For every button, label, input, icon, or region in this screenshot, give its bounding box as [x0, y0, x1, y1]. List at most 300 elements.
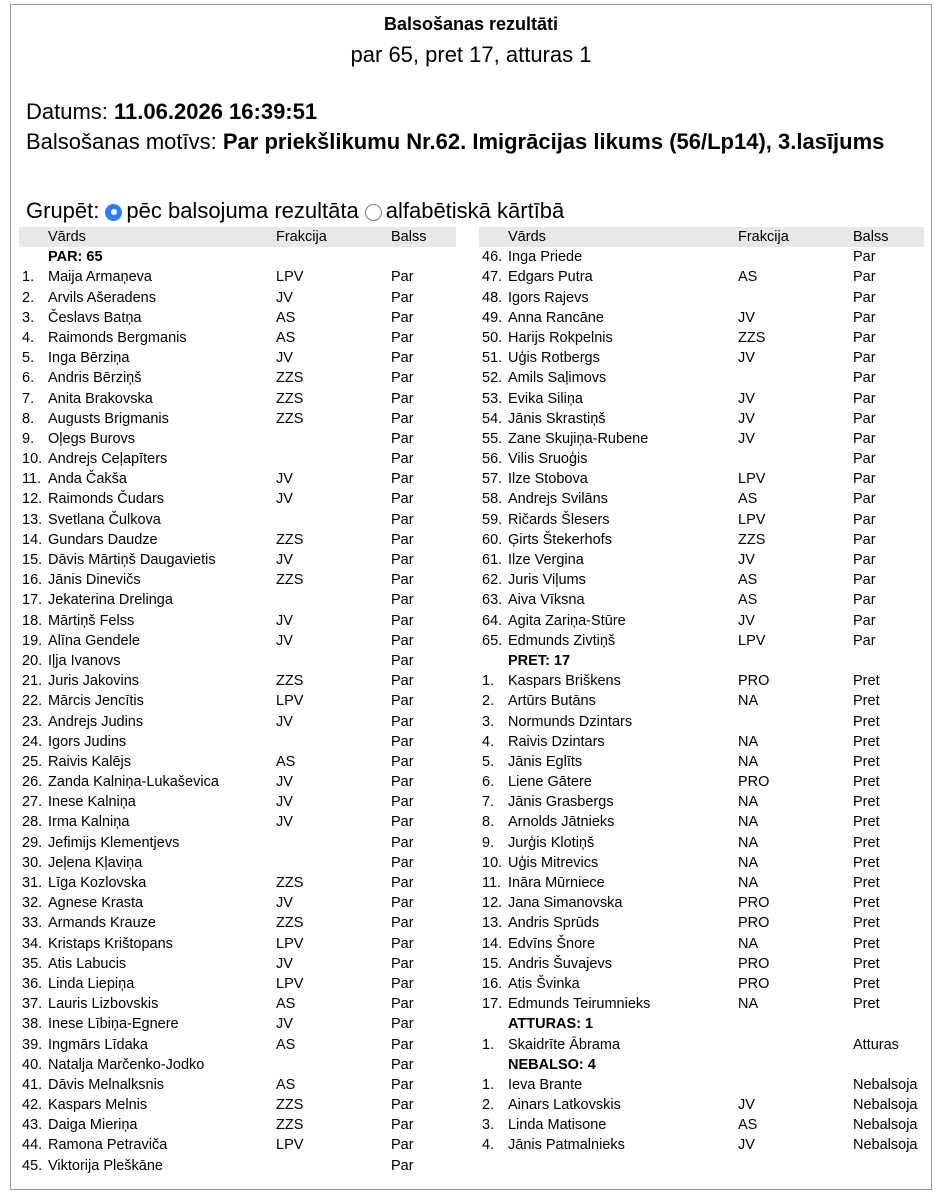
member-vote: Par [853, 511, 876, 528]
group-header [479, 1014, 924, 1034]
table-row [19, 913, 456, 933]
row-number: 21. [22, 673, 43, 690]
member-faction: JV [738, 430, 755, 447]
member-vote: Par [391, 834, 414, 851]
row-number: 31. [22, 875, 43, 891]
table-row [19, 1156, 456, 1176]
member-name: Česlavs Batņa [48, 309, 142, 326]
member-name: Gundars Daudze [48, 531, 158, 548]
row-number: 15. [22, 552, 43, 568]
member-vote: Par [391, 996, 414, 1013]
member-name: Vilis Sruoģis [508, 451, 588, 468]
member-name: Kaspars Briškens [508, 673, 621, 690]
member-vote: Par [391, 1016, 414, 1033]
table-row [479, 530, 924, 550]
member-name: Raivis Kalējs [48, 753, 131, 770]
member-name: Raivis Dzintars [508, 733, 605, 750]
table-row [19, 893, 456, 913]
member-vote: Par [853, 531, 876, 548]
motive-value: Par priekšlikumu Nr.62. Imigrācijas likums (56/Lp14), 3.lasījums [222, 129, 885, 154]
member-name: Ieva Brante [508, 1076, 583, 1093]
row-number: 13. [482, 915, 503, 932]
vote-date [26, 98, 317, 126]
member-vote: Par [391, 471, 414, 488]
vote-summary: par 65, pret 17, atturas 1 [350, 42, 592, 67]
member-faction: LPV [738, 511, 766, 528]
member-vote: Pret [853, 996, 880, 1013]
member-name: Normunds Dzintars [508, 713, 633, 730]
member-faction: JV [738, 390, 755, 407]
member-vote: Par [391, 955, 414, 972]
group-label: ATTURAS: 1 [508, 1016, 594, 1033]
row-number: 47. [482, 269, 503, 286]
radio-alphabetical[interactable] [365, 204, 382, 221]
member-name: Zanda Kalniņa-Lukaševica [48, 774, 219, 791]
member-vote: Par [391, 329, 414, 346]
row-number: 1. [482, 1036, 495, 1053]
table-row [19, 1135, 456, 1155]
table-row [479, 732, 924, 752]
header-faction: Frakcija [738, 229, 789, 245]
table-row [19, 308, 456, 328]
member-name: Dāvis Melnalksnis [48, 1076, 165, 1093]
member-vote: Par [853, 632, 876, 649]
member-faction: PRO [738, 673, 770, 690]
row-number: 10. [22, 451, 43, 468]
member-faction: JV [276, 794, 293, 811]
member-name: Inese Kalniņa [48, 794, 136, 811]
row-number: 59. [482, 511, 503, 528]
row-number: 52. [482, 370, 503, 387]
table-row [19, 449, 456, 469]
member-vote: Atturas [853, 1036, 899, 1053]
member-name: Jekaterina Drelinga [48, 592, 173, 609]
member-vote: Par [853, 370, 876, 387]
member-vote: Pret [853, 753, 880, 770]
table-row [19, 348, 456, 368]
member-faction: JV [276, 814, 293, 831]
member-faction: PRO [738, 895, 770, 912]
header-vote: Balss [853, 229, 889, 245]
table-row [19, 934, 456, 954]
table-row [19, 974, 456, 994]
row-number: 54. [482, 410, 503, 427]
table-row [479, 429, 924, 449]
member-vote: Nebalsoja [853, 1097, 918, 1114]
member-vote: Par [853, 269, 876, 286]
member-name: Andris Sprūds [508, 915, 600, 932]
member-name: Jānis Dinevičs [48, 572, 141, 589]
grouping-control [26, 198, 564, 224]
member-name: Atis Labucis [48, 955, 127, 972]
member-faction: JV [276, 491, 293, 508]
row-number: 3. [482, 1117, 495, 1134]
header-name: Vārds [508, 229, 546, 245]
table-row [19, 288, 456, 308]
group-label: PAR: 65 [48, 249, 103, 266]
member-name: Maija Armaņeva [48, 269, 152, 286]
table-row [19, 409, 456, 429]
member-vote: Par [391, 491, 414, 508]
member-vote: Par [391, 1097, 414, 1114]
member-name: Arvils Ašeradens [48, 289, 156, 306]
table-row [479, 267, 924, 287]
table-row [19, 732, 456, 752]
member-faction: AS [276, 996, 296, 1013]
row-number: 2. [22, 289, 35, 306]
member-vote: Par [391, 1137, 414, 1154]
member-name: Jurģis Klotiņš [508, 834, 595, 851]
member-name: Svetlana Čulkova [48, 511, 161, 528]
table-row [479, 368, 924, 388]
member-vote: Par [391, 733, 414, 750]
table-row [479, 288, 924, 308]
table-row [479, 409, 924, 429]
row-number: 34. [22, 935, 43, 952]
group-header [479, 651, 924, 671]
member-vote: Nebalsoja [853, 1076, 918, 1093]
table-row [479, 611, 924, 631]
member-vote: Par [391, 935, 414, 952]
member-faction: ZZS [276, 390, 304, 407]
member-name: Edmunds Teirumnieks [508, 996, 651, 1013]
table-row [479, 489, 924, 509]
row-number: 53. [482, 390, 503, 407]
table-row [479, 328, 924, 348]
option-alphabetical-label[interactable]: alfabētiskā kārtībā [385, 198, 565, 223]
member-vote: Par [853, 430, 876, 447]
member-name: Jānis Eglīts [508, 753, 583, 770]
member-name: Ainars Latkovskis [508, 1097, 621, 1114]
row-number: 11. [22, 471, 42, 488]
member-faction: LPV [738, 471, 766, 488]
member-faction: JV [276, 552, 293, 568]
member-name: Uģis Mitrevics [508, 854, 599, 871]
row-number: 4. [482, 733, 495, 750]
member-faction: ZZS [276, 915, 304, 932]
member-faction: ZZS [276, 1117, 304, 1134]
member-name: Skaidrīte Ābrama [508, 1036, 621, 1053]
table-row [19, 1095, 456, 1115]
row-number: 12. [482, 895, 503, 912]
table-row [19, 489, 456, 509]
member-name: Igors Rajevs [508, 289, 589, 306]
member-name: Evika Siliņa [508, 390, 583, 407]
table-row [19, 570, 456, 590]
member-faction: JV [276, 895, 293, 912]
grouping-label: Grupēt: [26, 198, 100, 223]
row-number: 17. [22, 592, 43, 609]
option-by-result-label[interactable]: pēc balsojuma rezultāta [126, 198, 359, 223]
table-row [479, 671, 924, 691]
member-vote: Pret [853, 794, 880, 811]
member-faction: NA [738, 733, 759, 750]
member-vote: Par [853, 390, 876, 407]
member-vote: Par [391, 1117, 414, 1134]
row-number: 9. [22, 430, 35, 447]
table-row [479, 752, 924, 772]
row-number: 60. [482, 531, 503, 548]
member-vote: Par [391, 289, 414, 306]
row-number: 10. [482, 854, 503, 871]
member-name: Ilze Vergina [508, 552, 584, 568]
member-name: Līga Kozlovska [48, 875, 147, 891]
member-vote: Par [391, 572, 414, 589]
row-number: 1. [482, 673, 495, 690]
motive-label: Balsošanas motīvs: [26, 129, 223, 154]
row-number: 1. [482, 1076, 495, 1093]
member-name: Artūrs Butāns [508, 693, 596, 710]
member-faction: ZZS [276, 572, 304, 589]
table-row [19, 510, 456, 530]
member-faction: NA [738, 854, 759, 871]
member-faction: LPV [276, 693, 304, 710]
member-vote: Pret [853, 713, 880, 730]
member-name: Edvīns Šnore [508, 935, 596, 952]
member-name: Inese Lībiņa-Egnere [48, 1016, 179, 1033]
member-vote: Pret [853, 895, 880, 912]
member-faction: PRO [738, 774, 770, 791]
member-vote: Par [391, 430, 414, 447]
member-name: Edgars Putra [508, 269, 593, 286]
table-row [479, 913, 924, 933]
member-faction: LPV [276, 1137, 304, 1154]
row-number: 38. [22, 1016, 43, 1033]
member-faction: JV [276, 632, 293, 649]
member-vote: Pret [853, 955, 880, 972]
row-number: 25. [22, 753, 43, 770]
member-faction: AS [276, 1036, 296, 1053]
member-name: Irma Kalniņa [48, 814, 130, 831]
member-faction: ZZS [276, 673, 304, 690]
row-number: 64. [482, 612, 503, 629]
member-vote: Par [853, 471, 876, 488]
member-name: Jānis Skrastiņš [508, 410, 606, 427]
member-vote: Par [391, 511, 414, 528]
group-label: NEBALSO: 4 [508, 1056, 596, 1073]
member-name: Anda Čakša [48, 471, 127, 488]
member-name: Ričards Šlesers [508, 511, 610, 528]
table-row [479, 974, 924, 994]
member-faction: ZZS [276, 370, 304, 387]
member-name: Lauris Lizbovskis [48, 996, 159, 1013]
row-number: 2. [482, 1097, 495, 1114]
table-row [19, 752, 456, 772]
table-row [479, 1135, 924, 1155]
results-table-left [19, 227, 456, 1176]
member-vote: Par [391, 309, 414, 326]
member-vote: Pret [853, 975, 880, 992]
row-number: 36. [22, 975, 43, 992]
member-faction: ZZS [738, 329, 766, 346]
member-name: Augusts Brigmanis [48, 410, 169, 427]
row-number: 20. [22, 652, 43, 669]
row-number: 1. [22, 269, 35, 286]
member-name: Andrejs Judins [48, 713, 144, 730]
member-faction: ZZS [276, 1097, 304, 1114]
member-vote: Par [391, 774, 414, 791]
member-name: Arnolds Jātnieks [508, 814, 615, 831]
table-row [479, 691, 924, 711]
member-faction: NA [738, 875, 759, 891]
member-vote: Par [391, 531, 414, 548]
table-header [19, 227, 456, 247]
member-name: Aiva Vīksna [508, 592, 585, 609]
row-number: 63. [482, 592, 503, 609]
member-vote: Par [853, 329, 876, 346]
table-row [19, 954, 456, 974]
table-row [19, 328, 456, 348]
member-name: Juris Viļums [508, 572, 586, 589]
row-number: 58. [482, 491, 503, 508]
row-number: 46. [482, 249, 503, 266]
member-vote: Par [391, 1036, 414, 1053]
member-name: Mārtiņš Felss [48, 612, 135, 629]
member-name: Jānis Patmalnieks [508, 1137, 625, 1154]
member-name: Jānis Grasbergs [508, 794, 614, 811]
table-row [19, 389, 456, 409]
member-faction: JV [276, 612, 293, 629]
row-number: 37. [22, 996, 43, 1013]
row-number: 2. [482, 693, 495, 710]
table-row [19, 994, 456, 1014]
row-number: 18. [22, 612, 43, 629]
member-faction: AS [276, 753, 296, 770]
member-faction: ZZS [276, 531, 304, 548]
member-vote: Par [391, 915, 414, 932]
table-row [19, 1055, 456, 1075]
table-row [479, 308, 924, 328]
table-row [19, 1014, 456, 1034]
member-faction: JV [276, 774, 293, 791]
member-name: Raimonds Bergmanis [48, 329, 187, 346]
member-vote: Par [853, 572, 876, 589]
member-vote: Par [391, 814, 414, 831]
table-row [479, 510, 924, 530]
table-row [19, 530, 456, 550]
member-faction: JV [738, 552, 755, 568]
row-number: 55. [482, 430, 503, 447]
member-vote: Pret [853, 935, 880, 952]
member-faction: NA [738, 814, 759, 831]
row-number: 57. [482, 471, 503, 488]
member-vote: Pret [853, 814, 880, 831]
member-name: Agita Zariņa-Stūre [508, 612, 626, 629]
member-vote: Par [391, 895, 414, 912]
table-row [479, 1075, 924, 1095]
member-faction: JV [738, 410, 755, 427]
table-row [479, 550, 924, 570]
table-row [479, 469, 924, 489]
row-number: 13. [22, 511, 43, 528]
member-vote: Par [391, 592, 414, 609]
member-faction: PRO [738, 915, 770, 932]
member-faction: JV [738, 1097, 755, 1114]
member-faction: ZZS [276, 410, 304, 427]
member-faction: JV [738, 350, 755, 367]
row-number: 49. [482, 309, 503, 326]
member-vote: Par [391, 875, 414, 891]
row-number: 17. [482, 996, 503, 1013]
member-name: Anita Brakovska [48, 390, 153, 407]
member-vote: Par [391, 370, 414, 387]
member-faction: JV [738, 309, 755, 326]
member-faction: LPV [276, 935, 304, 952]
member-name: Andrejs Svilāns [508, 491, 608, 508]
member-name: Andris Bērziņš [48, 370, 142, 387]
member-vote: Par [853, 309, 876, 326]
row-number: 7. [22, 390, 35, 407]
row-number: 28. [22, 814, 43, 831]
table-row [19, 873, 456, 893]
member-name: Agnese Krasta [48, 895, 144, 912]
member-vote: Pret [853, 834, 880, 851]
table-row [479, 1035, 924, 1055]
row-number: 35. [22, 955, 43, 972]
member-name: Ilze Stobova [508, 471, 588, 488]
row-number: 16. [22, 572, 43, 589]
member-vote: Pret [853, 915, 880, 932]
member-faction: AS [276, 309, 296, 326]
row-number: 3. [22, 309, 35, 326]
member-faction: NA [738, 935, 759, 952]
member-vote: Par [391, 652, 414, 669]
table-row [479, 954, 924, 974]
table-row [19, 429, 456, 449]
table-row [479, 389, 924, 409]
row-number: 30. [22, 854, 43, 871]
radio-by-result[interactable] [105, 204, 122, 221]
member-faction: JV [276, 955, 293, 972]
table-row [19, 651, 456, 671]
member-faction: AS [738, 1117, 758, 1134]
member-vote: Par [391, 1076, 414, 1093]
table-header [479, 227, 924, 247]
member-vote: Par [391, 612, 414, 629]
member-vote: Par [853, 410, 876, 427]
member-vote: Par [391, 753, 414, 770]
member-name: Ramona Petraviča [48, 1137, 168, 1154]
member-faction: NA [738, 834, 759, 851]
member-faction: AS [738, 269, 758, 286]
table-row [479, 570, 924, 590]
member-vote: Par [853, 592, 876, 609]
member-faction: AS [276, 1076, 296, 1093]
member-name: Juris Jakovins [48, 673, 140, 690]
member-vote: Par [391, 410, 414, 427]
member-name: Kristaps Krištopans [48, 935, 173, 952]
table-row [19, 550, 456, 570]
member-vote: Par [853, 249, 876, 266]
member-name: Dāvis Mārtiņš Daugavietis [48, 552, 216, 568]
row-number: 5. [482, 753, 495, 770]
member-faction: PRO [738, 955, 770, 972]
table-row [19, 691, 456, 711]
header-name: Vārds [48, 229, 86, 245]
row-number: 7. [482, 794, 495, 811]
row-number: 23. [22, 713, 43, 730]
row-number: 12. [22, 491, 43, 508]
member-faction: JV [738, 1137, 755, 1154]
row-number: 29. [22, 834, 43, 851]
member-vote: Par [853, 451, 876, 468]
date-label: Datums: [26, 99, 115, 124]
member-vote: Pret [853, 693, 880, 710]
member-name: Jeļena Kļaviņa [48, 854, 143, 871]
table-row [19, 772, 456, 792]
table-row [479, 994, 924, 1014]
row-number: 11. [482, 875, 502, 891]
